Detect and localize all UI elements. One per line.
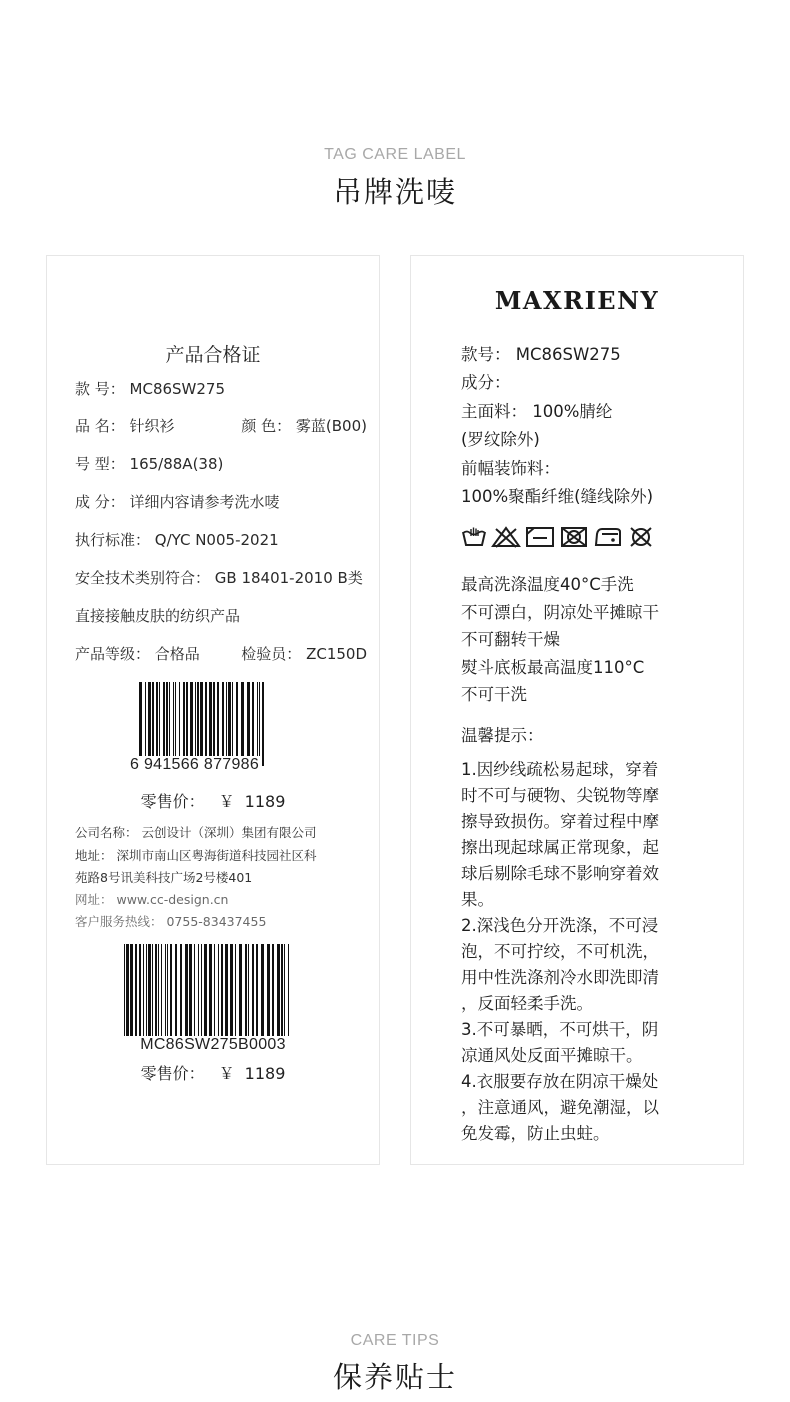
product-color: 颜 色： 雾蓝(B00) <box>241 417 367 435</box>
sku-barcode <box>124 944 292 1036</box>
yuan-symbol: ￥ <box>218 792 235 811</box>
care-tip-line: 擦导致损伤。穿着过程中摩 <box>461 812 659 831</box>
product-grade: 产品等级： 合格品 <box>75 645 200 663</box>
care-tip-line: 1.因纱线疏松易起球，穿着 <box>461 760 659 779</box>
price-value: 1189 <box>244 1064 286 1083</box>
price-label: 零售价： <box>140 1064 205 1083</box>
ean-barcode-number: 6 941566 877986 <box>130 756 260 773</box>
care-instruction-line: 不可翻转干燥 <box>461 630 560 649</box>
line-dry-shade-icon <box>525 526 555 548</box>
care-tip-line: ，注意通风，避免潮湿，以 <box>461 1098 659 1117</box>
front-trim-fabric: 100%聚酯纤维(缝线除外) <box>461 487 654 506</box>
inspector: 检验员： ZC150D <box>241 645 367 663</box>
front-trim-label: 前幅装饰料： <box>461 459 560 478</box>
safety-category-note: 直接接触皮肤的纺织产品 <box>75 607 241 625</box>
section-title-tag-care: 吊牌洗唛 <box>332 175 457 209</box>
company-address: 地址： 深圳市南山区粤海街道科技园社区科 <box>75 848 317 863</box>
care-tip-line: 2.深浅色分开洗涤，不可浸 <box>461 916 659 935</box>
main-fabric-note: (罗纹除外) <box>461 430 540 449</box>
care-instruction-line: 最高洗涤温度40°C手洗 <box>461 575 634 594</box>
care-tip-line: 3.不可暴晒，不可烘干，阴 <box>461 1020 659 1039</box>
care-tip-line: 4.衣服要存放在阴凉干燥处 <box>461 1072 659 1091</box>
company-name: 公司名称： 云创设计（深圳）集团有限公司 <box>75 825 317 840</box>
hand-wash-40-icon <box>461 526 487 548</box>
main-fabric: 主面料： 100%腈纶 <box>461 402 613 421</box>
wash-label-card <box>410 255 744 1165</box>
style-number: 款号： MC86SW275 <box>461 345 621 364</box>
section-subtitle-care-tips: CARE TIPS <box>350 1332 440 1349</box>
care-tip-line: 凉通风处反面平摊晾干。 <box>461 1046 643 1065</box>
ean-barcode <box>139 682 267 766</box>
care-instruction-line: 不可干洗 <box>461 685 527 704</box>
no-bleach-icon <box>491 526 521 548</box>
company-website: 网址： www.cc-design.cn <box>75 892 229 907</box>
care-tip-line: 泡，不可拧绞，不可机洗， <box>461 942 659 961</box>
price-label: 零售价： <box>140 792 205 811</box>
care-tip-line: 用中性洗涤剂冷水即洗即清 <box>461 968 659 987</box>
company-address-cont: 苑路8号讯美科技广场2号楼401 <box>75 870 253 885</box>
composition-note: 成 分： 详细内容请参考洗水唛 <box>75 493 280 511</box>
no-dry-clean-icon <box>627 526 655 548</box>
tips-label: 温馨提示： <box>461 726 544 745</box>
care-tip-line: 果。 <box>461 890 494 909</box>
product-name: 品 名： 针织衫 <box>75 417 175 435</box>
sku-barcode-number: MC86SW275B0003 <box>47 1036 379 1054</box>
care-tip-line: 免发霉，防止虫蛀。 <box>461 1124 610 1143</box>
style-number: 款 号： MC86SW275 <box>75 380 226 398</box>
barcode-gap <box>289 944 292 1036</box>
section-subtitle-tag-care-label: TAG CARE LABEL <box>324 146 466 163</box>
care-tip-line: ，反面轻柔手洗。 <box>461 994 593 1013</box>
brand-logo: MAXRIENY <box>494 286 660 315</box>
retail-price-2 <box>47 1061 379 1084</box>
price-value: 1189 <box>244 792 286 811</box>
care-symbols <box>461 526 655 548</box>
yuan-symbol: ￥ <box>218 1064 235 1083</box>
section-title-care-tips: 保养贴士 <box>332 1360 457 1394</box>
care-tip-line: 时不可与硬物、尖锐物等摩 <box>461 786 659 805</box>
composition-label: 成分： <box>461 373 511 392</box>
care-instruction-line: 熨斗底板最高温度110°C <box>461 657 645 677</box>
execution-standard: 执行标准： Q/YC N005-2021 <box>75 531 279 549</box>
care-instruction-line: 不可漂白，阴凉处平摊晾干 <box>461 602 659 622</box>
care-tip-line: 球后剔除毛球不影响穿着效 <box>461 864 659 883</box>
customer-hotline: 客户服务热线： 0755-83437455 <box>75 914 267 929</box>
hang-tag-card <box>46 255 380 1165</box>
no-tumble-dry-icon <box>559 526 589 548</box>
iron-110-icon <box>593 526 623 548</box>
retail-price-1 <box>47 789 379 812</box>
certificate-title: 产品合格证 <box>165 344 261 366</box>
barcode-gap <box>264 682 267 766</box>
care-tip-line: 擦出现起球属正常现象，起 <box>461 838 659 857</box>
product-size: 号 型： 165/88A(38) <box>75 455 224 473</box>
safety-category: 安全技术类别符合： GB 18401-2010 B类 <box>75 569 363 587</box>
